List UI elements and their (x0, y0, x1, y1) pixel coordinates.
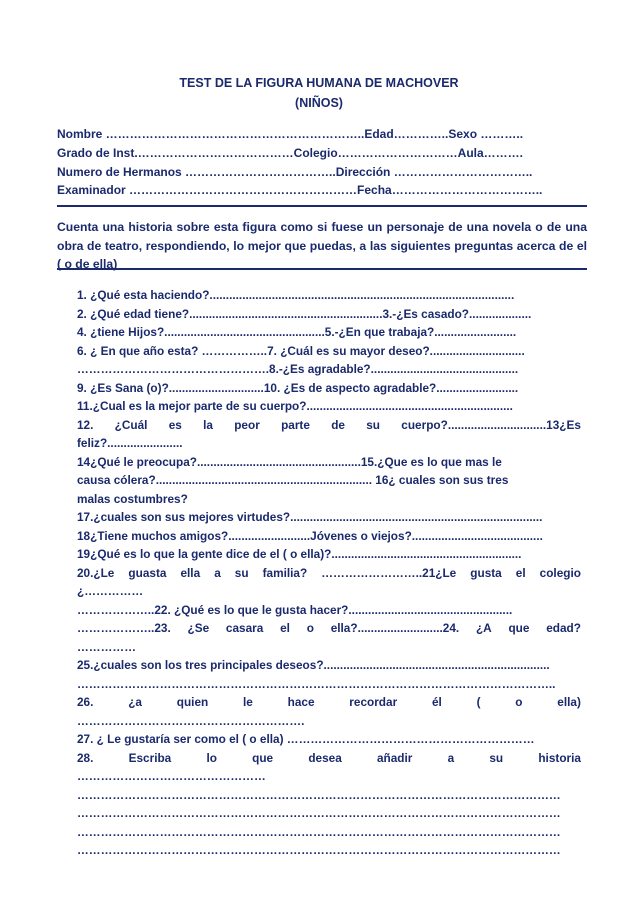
q26-word: le (243, 695, 253, 709)
q20-word: ……………………..21¿Le (321, 566, 457, 580)
q28-word: lo (206, 751, 217, 765)
question-28 (77, 749, 581, 767)
question-1: 1. ¿Qué esta haciendo?............................................................................................. (77, 288, 515, 302)
question-25-cont: ………………………………………………………………………………………………………….. (77, 677, 556, 691)
question-27: 27. ¿ Le gustaría ser como el ( o ella) ……………………………………………………… (77, 732, 535, 746)
q26-word: o (515, 695, 523, 709)
question-24-cont: …………… (77, 640, 136, 654)
q20-word: a (214, 566, 221, 580)
q28-word: a (447, 751, 455, 765)
q26-word: 26. (77, 695, 94, 709)
field-examinador-fecha: Examinador …………………………………………………Fecha……………………………….. (57, 183, 543, 197)
q20-word: familia? (262, 566, 308, 580)
question-6-7: 6. ¿ En que año esta? ……………..7. ¿Cuál es su mayor deseo?............................. (77, 344, 525, 358)
page-subtitle: (NIÑOS) (295, 96, 343, 110)
question-12-13 (77, 416, 581, 434)
q12-word: cuerpo?..............................13¿Es (401, 418, 581, 432)
question-9-10: 9. ¿Es Sana (o)?.............................10. ¿Es de aspecto agradable?......................... (77, 381, 519, 395)
question-28-cont: ………………………………………… (77, 769, 266, 783)
question-25: 25.¿cuales son los tres principales deseos?..................................................................... (77, 658, 550, 672)
q12-word: peor (234, 418, 260, 432)
q20-word: ella (180, 566, 201, 580)
question-17: 17.¿cuales son sus mejores virtudes?............................................................................. (77, 510, 543, 524)
q23-word: o (306, 621, 314, 635)
question-19: 19¿Qué es lo que la gente dice de el ( o ella)?.......................................................... (77, 547, 522, 561)
q26-word: quien (176, 695, 209, 709)
q28-word: Escriba (128, 751, 172, 765)
q26-word: recordar (349, 695, 398, 709)
answer-line: …………………………………………………………………………………………………………… (77, 806, 561, 820)
q23-word: ella?..........................24. (330, 621, 460, 635)
q23-word: ¿A (475, 621, 492, 635)
q12-word: ¿Cuál (114, 418, 148, 432)
q26-word: hace (287, 695, 315, 709)
q12-word: la (203, 418, 213, 432)
q23-word: ………………..23. (77, 621, 171, 635)
q26-word: él (431, 695, 442, 709)
field-hermanos-direccion: Numero de Hermanos ………………………………..Dirección …………………………….. (57, 165, 533, 179)
q28-word: su (489, 751, 504, 765)
question-2-3: 2. ¿Qué edad tiene?...........................................................3.-¿Es casado?................... (77, 307, 532, 321)
q28-word: historia (538, 751, 581, 765)
divider-bottom (57, 268, 587, 270)
q20-word: 20.¿Le (77, 566, 115, 580)
q28-word: desea (308, 751, 342, 765)
divider-top (57, 205, 587, 207)
answer-line: …………………………………………………………………………………………………………… (77, 825, 561, 839)
q20-word: su (234, 566, 249, 580)
q20-word: el (515, 566, 526, 580)
question-26-cont: …………………………………………………. (77, 714, 305, 728)
q26-word: ( (476, 695, 481, 709)
q26-word: ¿a (128, 695, 142, 709)
q20-word: colegio (539, 566, 581, 580)
question-13-cont: feliz?....................... (77, 436, 183, 450)
field-grado-colegio-aula: Grado de Inst.…………………………………Colegio…………………………Aula………. (57, 146, 524, 160)
question-8: ………………………………………….8.-¿Es agradable?............................................. (77, 362, 519, 376)
question-14-15: 14¿Qué le preocupa?..................................................15.¿Que es lo que mas le (77, 455, 502, 469)
instructions: Cuenta una historia sobre esta figura como si fuese un personaje de una novela o de una obra de teatro, respondiendo, lo mejor que puedas, a las siguientes preguntas acerca de el ( o de ella) (57, 220, 587, 271)
page-title: TEST DE LA FIGURA HUMANA DE MACHOVER (179, 76, 459, 90)
question-18: 18¿Tiene muchos amigos?.........................Jóvenes o viejos?........................................ (77, 529, 543, 543)
q23-word: ¿Se (187, 621, 210, 635)
q23-word: edad? (546, 621, 581, 635)
q12-word: parte (281, 418, 310, 432)
q12-word: es (168, 418, 182, 432)
answer-line: …………………………………………………………………………………………………………… (77, 788, 561, 802)
question-21-cont: ¿…………… (77, 584, 144, 598)
q23-word: que (508, 621, 530, 635)
q26-word: ella) (557, 695, 581, 709)
question-22: ………………..22. ¿Qué es lo que le gusta hacer?.................................................. (77, 603, 513, 617)
q23-word: el (280, 621, 290, 635)
field-nombre-edad-sexo: Nombre ………………………………………………………..Edad…………..Sexo ……….. (57, 127, 524, 141)
question-15-16: causa cólera?.................................................................. 16¿ cuales son sus tres (77, 473, 509, 487)
q20-word: guasta (128, 566, 167, 580)
answer-line: …………………………………………………………………………………………………………… (77, 843, 561, 857)
q20-word: gusta (470, 566, 502, 580)
question-23-24 (77, 619, 581, 637)
question-4-5: 4. ¿tiene Hijos?.................................................5.-¿En que trabaja?......................... (77, 325, 517, 339)
q28-word: añadir (376, 751, 413, 765)
q28-word: que (252, 751, 274, 765)
q23-word: casara (225, 621, 264, 635)
question-11: 11.¿Cual es la mejor parte de su cuerpo?............................................................... (77, 399, 513, 413)
question-16-cont: malas costumbres? (77, 492, 188, 506)
question-20-21 (77, 564, 581, 582)
question-26 (77, 693, 581, 711)
q28-word: 28. (77, 751, 94, 765)
q12-word: su (366, 418, 381, 432)
q12-word: de (331, 418, 345, 432)
q12-word: 12. (77, 418, 94, 432)
